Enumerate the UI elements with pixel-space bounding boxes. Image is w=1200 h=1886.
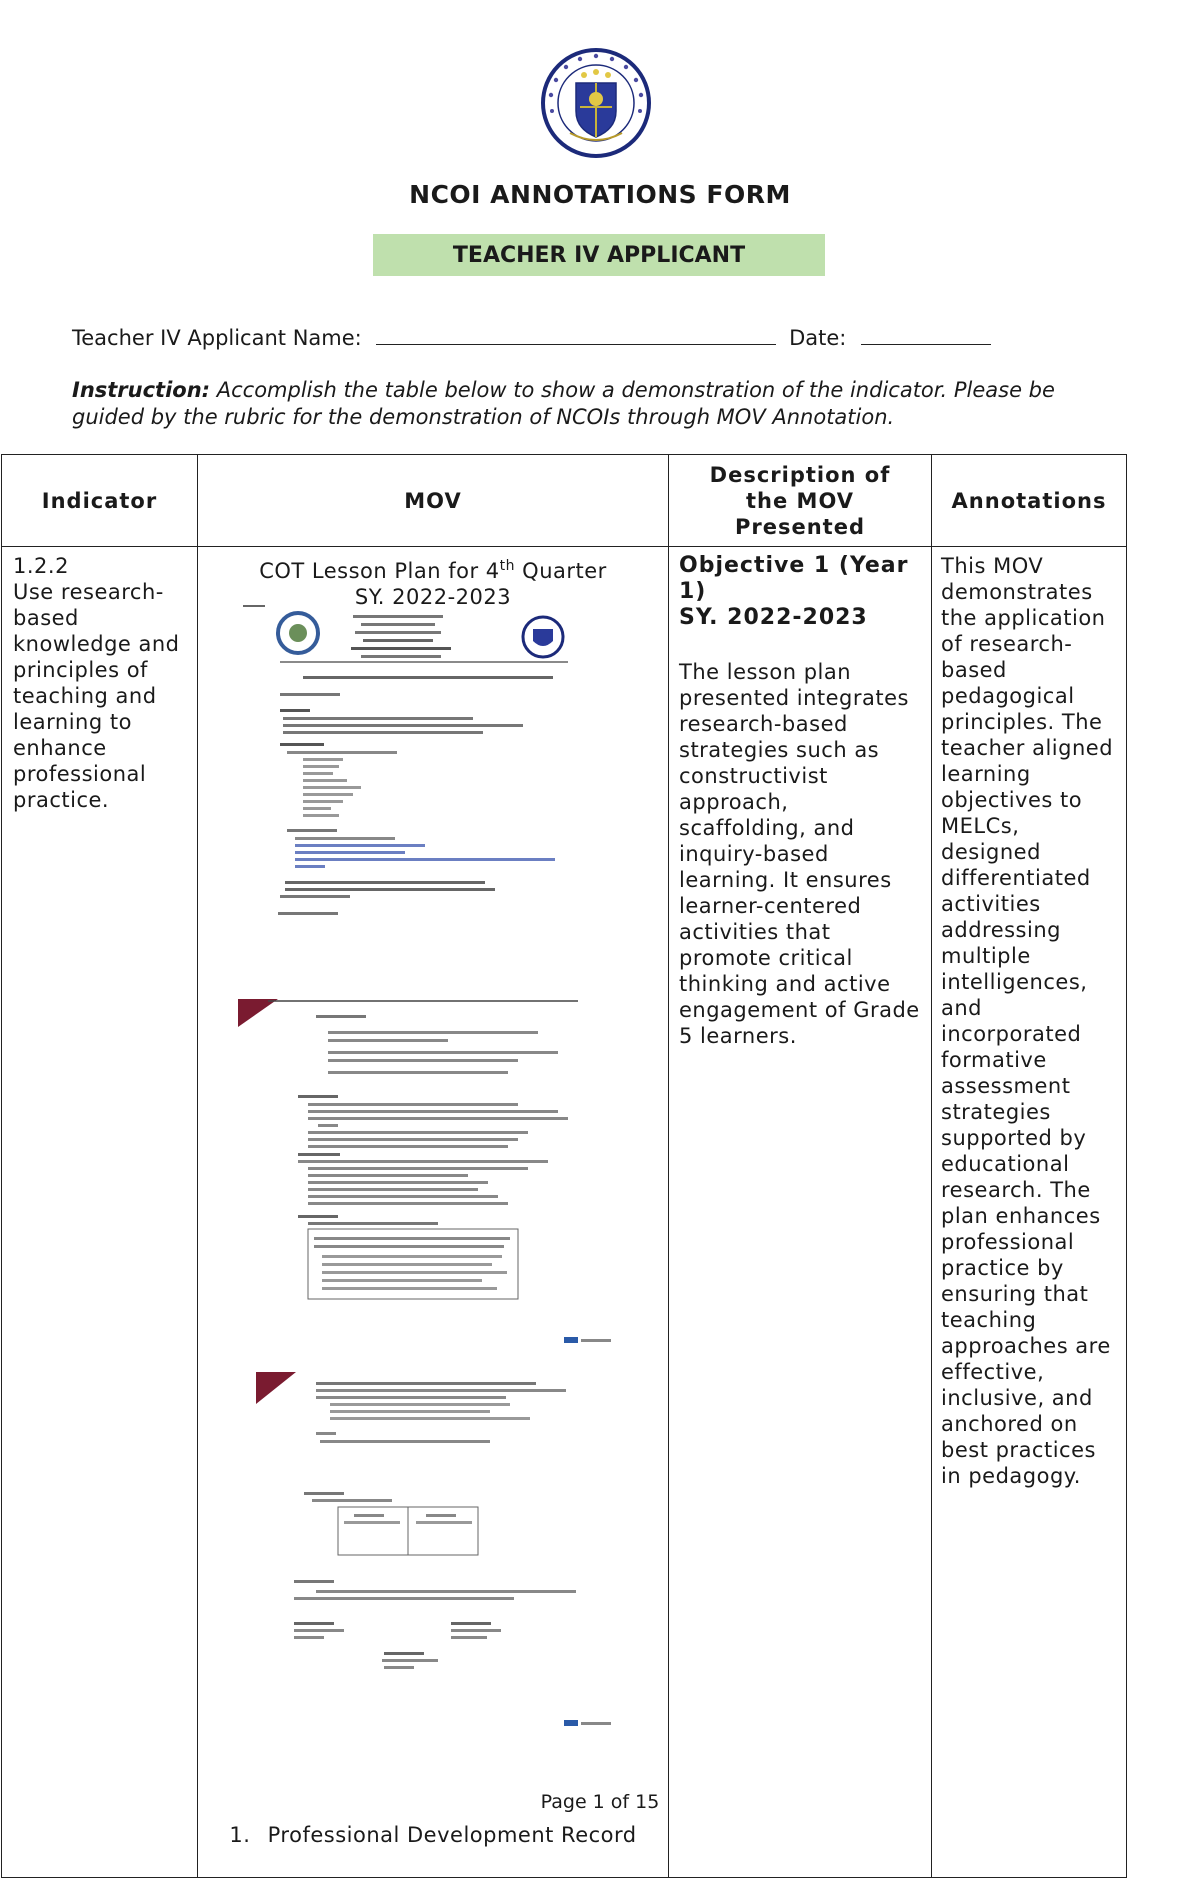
table-header-row <box>2 455 1127 547</box>
mov-title-part-b: Quarter <box>515 559 607 583</box>
indicator-code: 1.2.2 <box>13 554 69 578</box>
header-annotations: Annotations <box>932 455 1127 547</box>
form-title: NCOI ANNOTATIONS FORM <box>409 180 791 209</box>
objective-heading: Objective 1 (Year 1) <box>679 553 909 604</box>
date-field[interactable] <box>861 324 991 345</box>
description-cell <box>669 547 932 1878</box>
indicator-text: Use research-based knowledge and principles of teaching and learning to enhance professional practice. <box>13 580 180 812</box>
instruction-label: Instruction: <box>72 378 211 402</box>
mov-title-part-a: COT Lesson Plan for 4 <box>259 559 500 583</box>
mov-list-number: 1. <box>229 1823 251 1847</box>
annotations-table <box>1 454 1127 1878</box>
table-row <box>2 547 1127 1878</box>
header-indicator: Indicator <box>2 455 198 547</box>
date-label: Date: <box>789 326 847 350</box>
applicant-name-label: Teacher IV Applicant Name: <box>72 326 362 350</box>
header-description: Description of the MOV Presented <box>669 455 932 547</box>
lesson-plan-page-1-tail-thumbnail <box>278 909 398 921</box>
applicant-banner-text: TEACHER IV APPLICANT <box>452 242 746 268</box>
mov-title-superscript: th <box>499 558 515 574</box>
objective-school-year: SY. 2022-2023 <box>679 605 868 630</box>
applicant-name-field[interactable] <box>376 324 776 345</box>
mov-cell <box>198 547 669 1878</box>
lesson-plan-page-1-thumbnail <box>243 603 583 903</box>
mov-list-item-text: Professional Development Record <box>267 1823 637 1847</box>
indicator-cell <box>2 547 198 1878</box>
instruction-paragraph <box>72 377 1127 431</box>
applicant-banner <box>373 234 825 276</box>
description-text: The lesson plan presented integrates research-based strategies such as constructivist approach, scaffolding, and inquiry-based learning. It ensures learner-centered activities that promote critical thinking and active engagement of Grade 5 learners. <box>679 660 920 1048</box>
applicant-name-line <box>72 324 991 350</box>
header-mov: MOV <box>198 455 669 547</box>
annotation-cell <box>932 547 1127 1878</box>
page-number: Page 1 of 15 <box>540 1791 660 1813</box>
deped-seal-icon <box>540 47 652 159</box>
annotation-text: This MOV demonstrates the application of research-based pedagogical principles. The teacher aligned learning objectives to MELCs, designed differentiated activities addressing multiple intelligences, and incorporated formative assessment strategies supported by educational research. The plan enhances professional practice by ensuring that teaching approaches are effective, inclusive, and anchored on best practices in pedagogy. <box>941 554 1114 1488</box>
mov-title <box>198 553 668 584</box>
instruction-text: Accomplish the table below to show a demonstration of the indicator. Please be guided by the rubric for the demonstration of NCOIs through MOV Annotation. <box>72 378 1055 429</box>
lesson-plan-page-3-thumbnail <box>256 1372 636 1742</box>
lesson-plan-page-2-thumbnail <box>238 999 638 1359</box>
mov-list-item <box>198 1822 668 1848</box>
mov-school-year: SY. 2022-2023 <box>354 585 512 609</box>
